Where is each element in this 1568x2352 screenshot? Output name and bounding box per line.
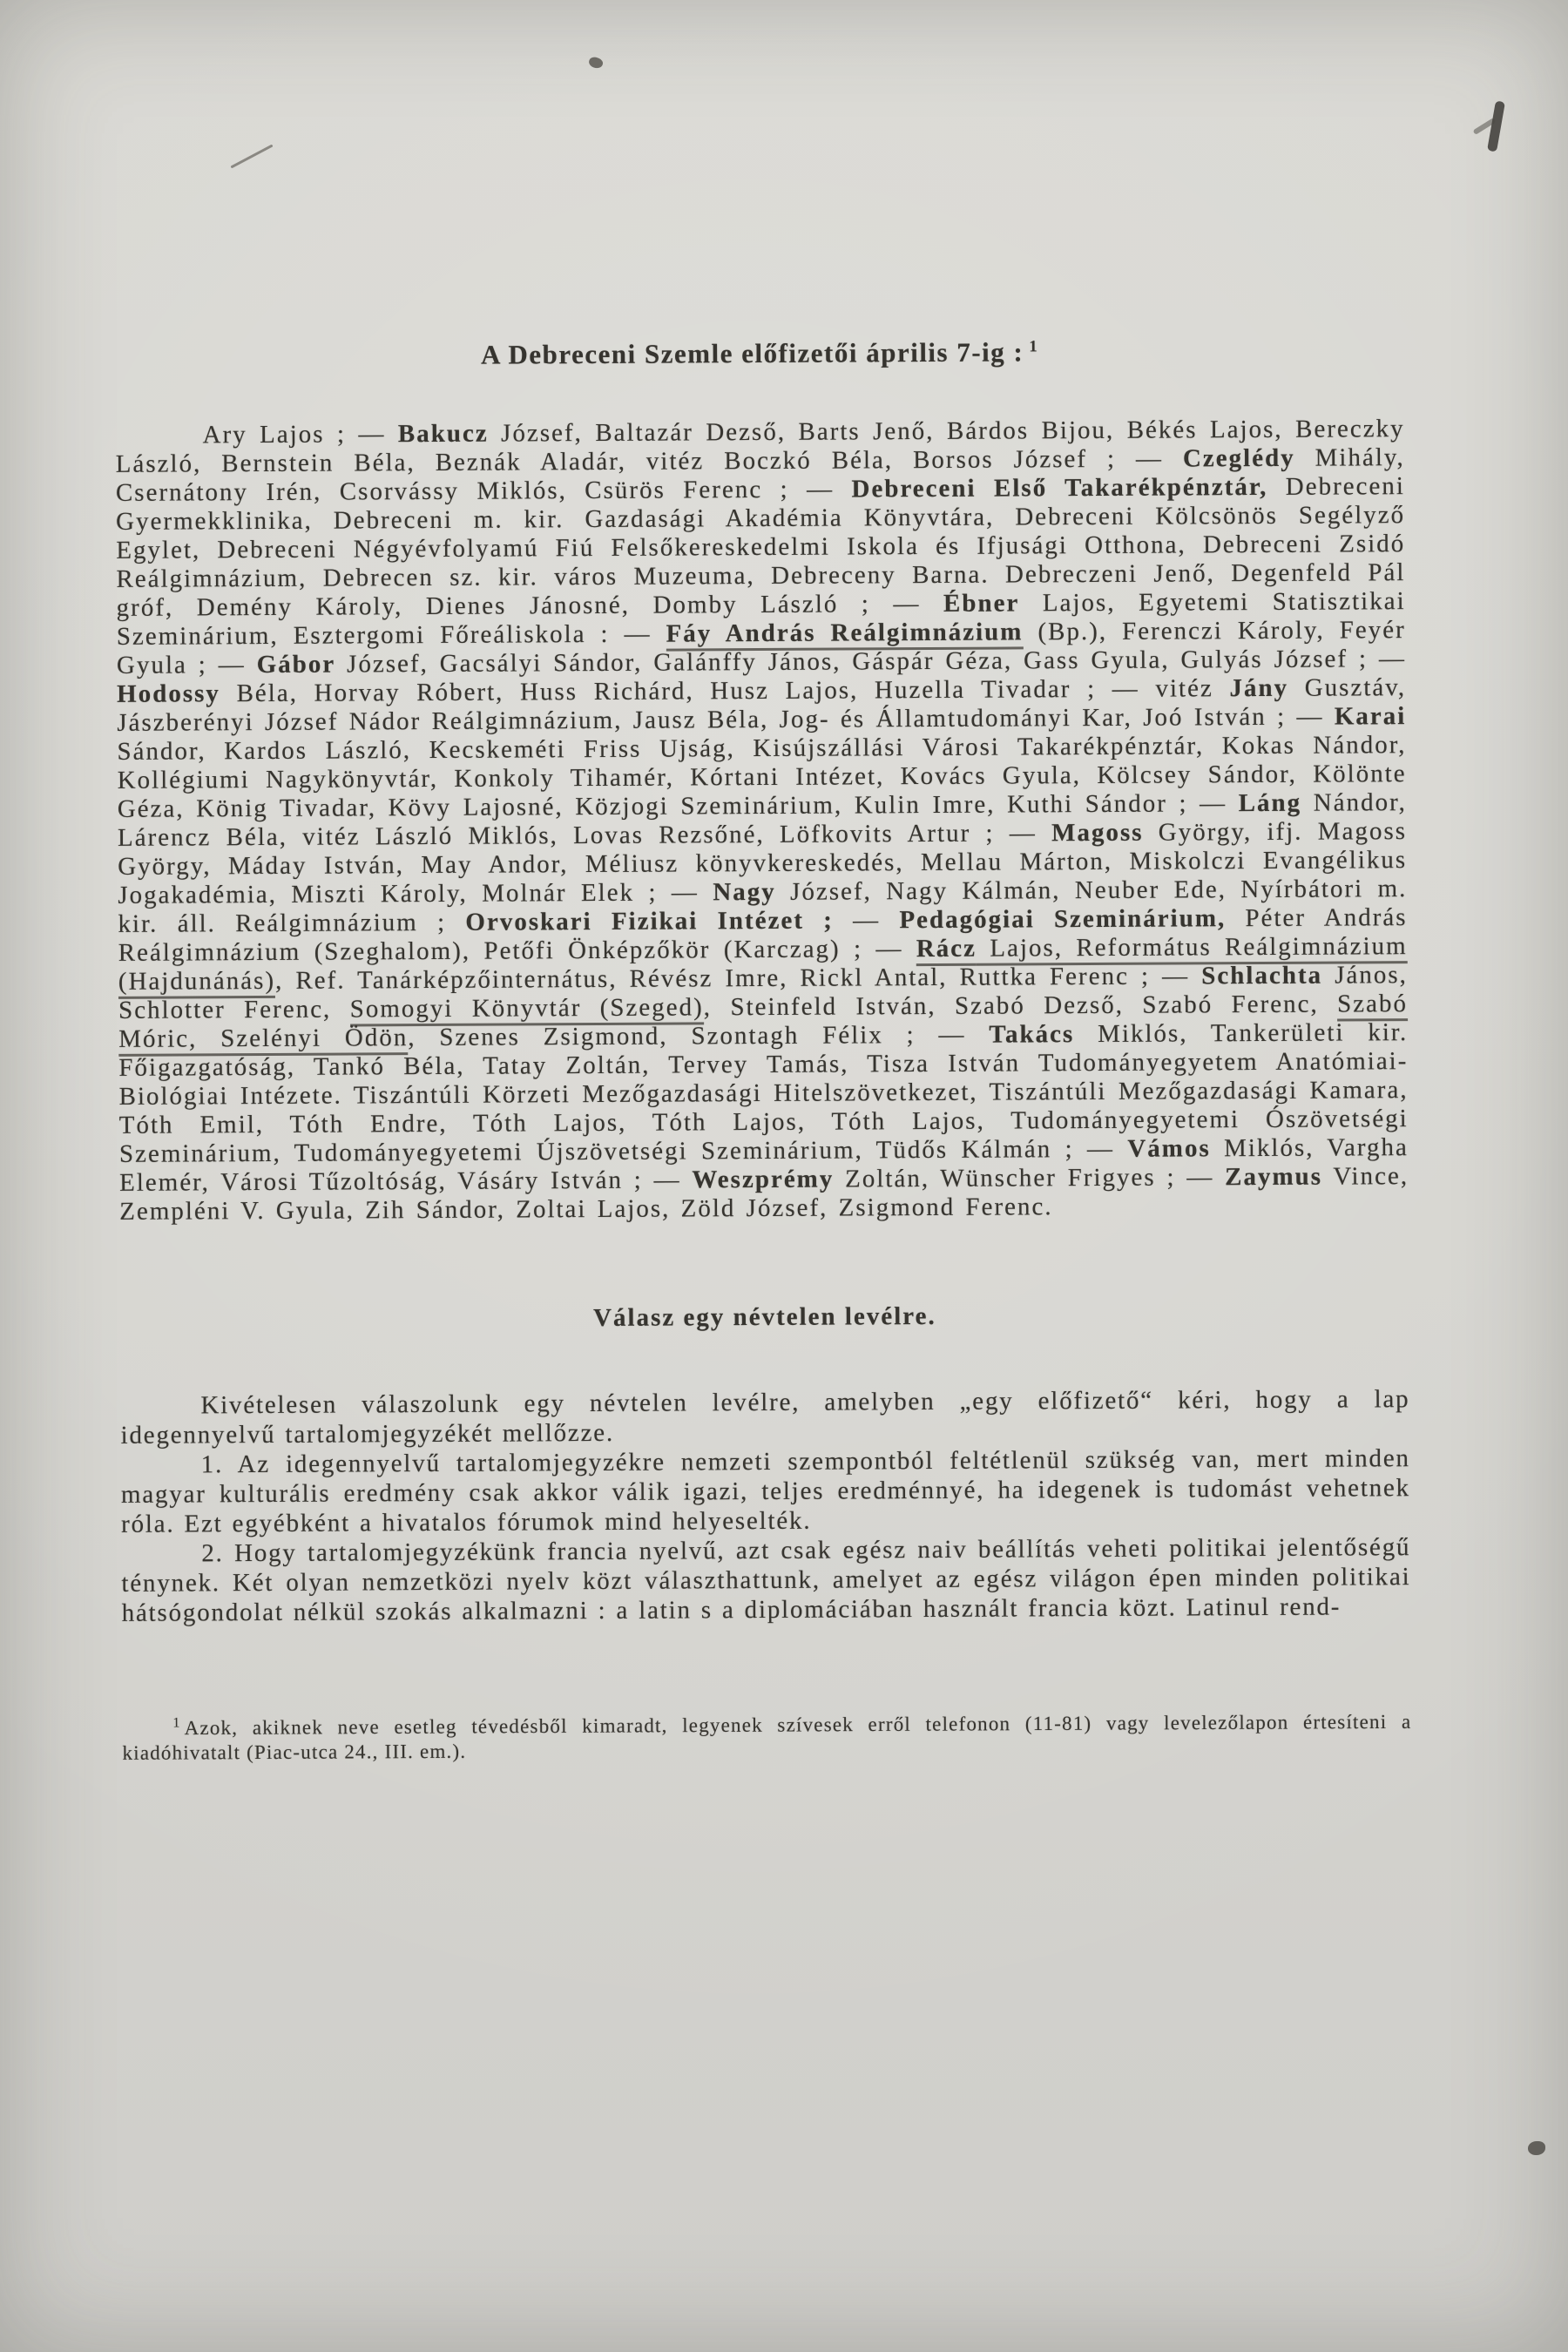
scan-artifact-mark bbox=[1487, 100, 1505, 152]
subscriber-entry: Péter András Reálgimnázium (Szeghalom), Petőfi Önképzőkör (Karczag) ; — bbox=[118, 903, 1408, 967]
subscriber-entry: , Szenes Zsigmond, Szontagh Félix ; — bbox=[408, 1020, 990, 1052]
subscriber-entry: Jány bbox=[1229, 673, 1289, 703]
scan-artifact-spot bbox=[587, 56, 604, 71]
subscriber-entry: Lajos, Egyetemi Statisztikai Szeminárium, Esztergomi Főreáliskola : — bbox=[116, 587, 1406, 651]
subscriber-entry: Mihály, Csernátony Irén, Csorvássy Miklós, Csürös Ferenc ; — bbox=[115, 443, 1405, 507]
page-title bbox=[115, 335, 1404, 373]
subscriber-entry: Ébner bbox=[943, 589, 1020, 618]
subscriber-entry: Schlachta bbox=[1201, 961, 1323, 990]
subscriber-entry: Szabó Móric, Szelényi Ödön bbox=[118, 990, 1408, 1057]
subscriber-entry: József, Baltazár Dezső, Barts Jenő, Bárdos Bijou, Békés Lajos, Bereczky László, Bernstein Béla, Beznák Aladár, vitéz Boczkó Béla, Borsos József ; — bbox=[115, 415, 1405, 478]
subscriber-entry: Takács bbox=[989, 1020, 1075, 1049]
subscriber-entry: Nagy bbox=[713, 877, 776, 907]
reply-section-heading: Válasz egy névtelen levélre. bbox=[592, 1301, 936, 1333]
subscriber-entry: Béla, Horvay Róbert, Huss Richárd, Husz Lajos, Huzella Tivadar ; — vitéz bbox=[220, 674, 1230, 708]
subscriber-entry: Karai bbox=[1334, 702, 1407, 731]
subscriber-entry: Weszprémy bbox=[692, 1165, 835, 1194]
subscriber-entry: Miklós, Tankerületi kir. Főigazgatóság, Tankó Béla, Tatay Zoltán, Tervey Tamás, Tisza István Tudományegyetem Anatómiai-Biológiai Intézete. Tiszántúli Körzeti Mezőgazdasági Hitelszövetkezet, Tiszántúli Mezőgazdasági Kamara, Tóth Emil, Tóth Endre, Tóth Lajos, Tóth Lajos, Tóth Lajos, Tudományegyetemi Ószövetségi Szeminárium, Tudományegyetemi Újszövetségi Szeminárium, Tüdős Kálmán ; — bbox=[118, 1018, 1409, 1168]
subscriber-entry: János, Schlotter Ferenc, bbox=[118, 961, 1408, 1024]
subscriber-entry: Debreceni Gyermekklinika, Debreceni m. kir. Gazdasági Akadémia Könyvtára, Debreceni Kölcsönös Segélyző Egylet, Debreceni Négyévfolyamú Fiú Felsőkereskedelmi Iskola és Ifjusági Otthona, Debreceni Zsidó Reálgimnázium, Debrecen sz. kir. város Muzeuma, Debreceny Barna. Debreczeni Jenő, Degenfeld Pál gróf, Demény Károly, Dienes Jánosné, Domby László ; — bbox=[116, 472, 1406, 622]
subscriber-entry: Somogyi Könyvtár (Szeged) bbox=[350, 993, 704, 1026]
subscriber-entry: Gusztáv, Jászberényi József Nádor Reálgimnázium, Jausz Béla, Jog- és Államtudományi Kar, Joó István ; — bbox=[117, 673, 1407, 737]
subscriber-entry: Nándor, Lárencz Béla, vitéz László Miklós, Lovas Rezsőné, Löfkovits Artur ; — bbox=[117, 788, 1407, 852]
subscriber-entry: , Ref. Tanárképzőinternátus, Révész Imre, Rickl Antal, Ruttka Ferenc ; — bbox=[274, 962, 1202, 995]
footnote-text: Azok, akiknek neve esetleg tévedésből kimaradt, legyenek szívesek erről telefonon (11-81) vagy levelezőlapon értesíteni a kiadóhivatalt (Piac-utca 24., III. em.). bbox=[122, 1710, 1412, 1764]
subscriber-entry: Fáy András Reálgimnázium bbox=[666, 618, 1023, 651]
reply-paragraph-2: 1. Az idegennyelvű tartalomjegyzékre nemzeti szempontból feltétlenül szükség van, mert minden magyar kulturális eredmény csak akkor válik igazi, teljes eredménnyé, ha idegenek is tudomást vehetnek róla. Ezt egyébként a hivatalos fórumok mind helyeselték. bbox=[120, 1444, 1411, 1538]
subscriber-entry: , Steinfeld István, Szabó Dezső, Szabó Ferenc, bbox=[703, 990, 1338, 1022]
subscriber-entry: Debreceni Első Takarékpénztár, bbox=[851, 472, 1268, 504]
subscriber-entry: Vince, Zempléni V. Gyula, Zih Sándor, Zoltai Lajos, Zöld József, Zsigmond Ferenc. bbox=[119, 1162, 1409, 1226]
scan-artifact-spot bbox=[1528, 2141, 1545, 2155]
subscriber-entry: Hodossy bbox=[117, 679, 220, 708]
subscriber-list-paragraph bbox=[115, 415, 1409, 1227]
subscriber-entry: József, Gacsályi Sándor, Galánffy János, Gáspár Géza, Gass Gyula, Gulyás József ; — bbox=[335, 645, 1407, 679]
subscriber-entry: Magoss bbox=[1051, 818, 1144, 848]
subscriber-entry: Ary Lajos ; — bbox=[202, 420, 398, 449]
subscriber-entry: (Bp.), Ferenczi Károly, Feyér Gyula ; — bbox=[116, 616, 1406, 679]
footnote bbox=[122, 1705, 1411, 1765]
subscriber-entry: Zoltán, Wünscher Frigyes ; — bbox=[834, 1163, 1226, 1193]
subscriber-entry: Pedagógiai Szeminárium, bbox=[899, 904, 1227, 935]
subscriber-entry: Gábor bbox=[256, 650, 336, 679]
footnote-reference: 1 bbox=[1029, 336, 1039, 356]
subscriber-entry: Bakucz bbox=[397, 419, 489, 449]
subscriber-entry: Sándor, Kardos László, Kecskeméti Friss Ujság, Kisújszállási Városi Takarékpénztár, Kokas Nándor, Kollégiumi Nagykönyvtár, Konkoly Tihamér, Kórtani Intézet, Kovács Gyula, Kölcsey Sándor, Kölönte Géza, König Tivadar, Kövy Lajosné, Közjogi Szeminárium, Kulin Imre, Kuthi Sándor ; — bbox=[117, 731, 1407, 823]
subscriber-entry: Zaymus bbox=[1225, 1162, 1323, 1192]
subscriber-entry: Láng bbox=[1238, 788, 1302, 818]
subscriber-entry: Orvoskari Fizikai Intézet ; bbox=[465, 906, 834, 936]
scan-artifact-hairline bbox=[230, 144, 273, 168]
page-title-text: A Debreceni Szemle előfizetői április 7-ig : bbox=[480, 336, 1024, 370]
subscriber-entry: Vámos bbox=[1127, 1134, 1211, 1163]
page-content bbox=[115, 335, 1412, 1765]
subscriber-entry: — bbox=[833, 906, 900, 935]
scan-artifact-mark bbox=[1473, 118, 1497, 135]
subscriber-entry: Rácz bbox=[916, 935, 977, 966]
subscriber-entry: Lajos, Református Reálgimnázium (Hajdunánás) bbox=[118, 932, 1408, 999]
footnote-marker: 1 bbox=[172, 1715, 181, 1731]
subscriber-entry: György, ifj. Magoss György, Máday István, May Andor, Méliusz könyvkereskedés, Mellau Márton, Miskolczi Evangélikus Jogakadémia, Miszti Károly, Molnár Elek ; — bbox=[118, 817, 1408, 909]
reply-paragraph-3: 2. Hogy tartalomjegyzékünk francia nyelvű, azt csak egész naiv beállítás veheti politikai jelentőségű ténynek. Két olyan nemzetközi nyelv közt választhattunk, amelyet az egész világon épen minden politikai hátsógondolat nélkül szokás alkalmazni : a latin s a diplomáciában használt francia közt. Latinul rend- bbox=[121, 1533, 1411, 1627]
subscriber-entry: Czeglédy bbox=[1182, 443, 1295, 473]
subscriber-entry: Miklós, Vargha Elemér, Városi Tűzoltóság, Vásáry István ; — bbox=[118, 1133, 1409, 1197]
reply-paragraph-1: Kivételesen válaszolunk egy névtelen levélre, amelyben „egy előfizető“ kéri, hogy a lap idegennyelvű tartalomjegyzékét mellőzze. bbox=[120, 1385, 1410, 1450]
subscriber-entry: József, Nagy Kálmán, Neuber Ede, Nyírbátori m. kir. áll. Reálgimnázium ; bbox=[118, 875, 1408, 938]
